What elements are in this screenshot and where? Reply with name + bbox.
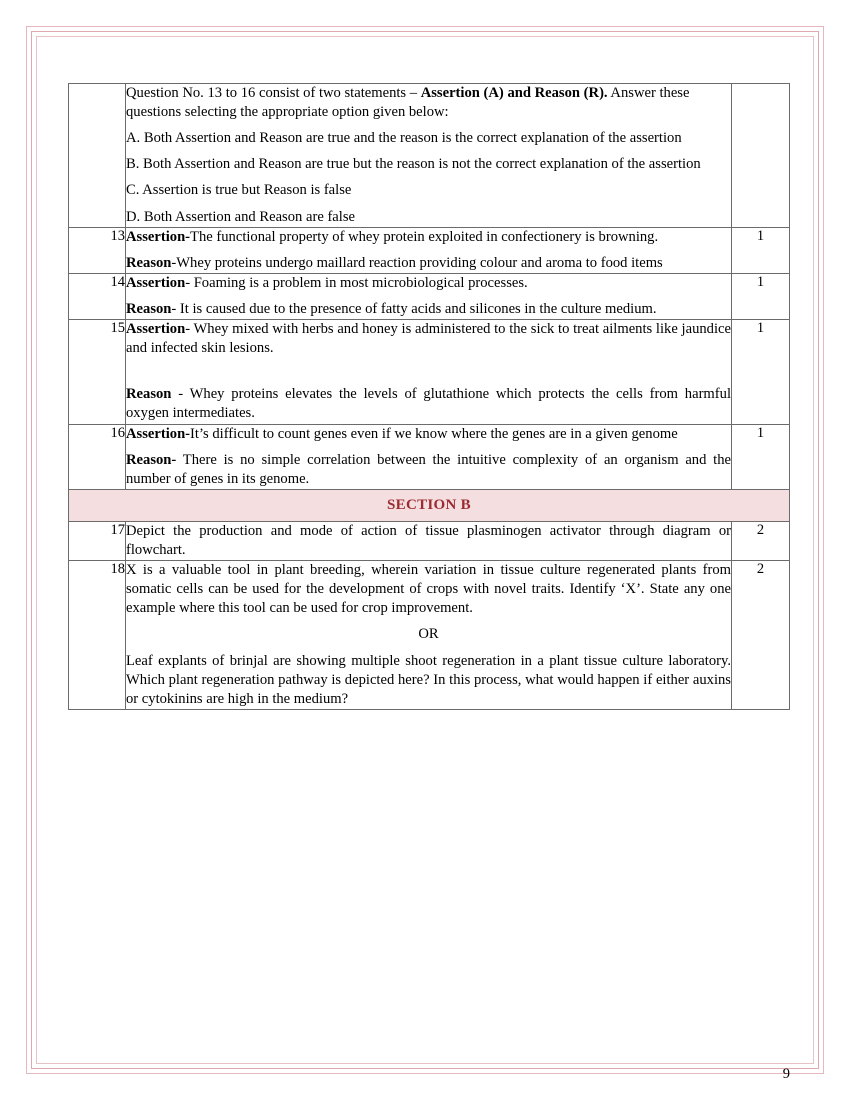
- instruction-row-number-cell: [69, 84, 126, 228]
- table-row: [69, 227, 790, 273]
- assertion-label: Assertion: [126, 321, 186, 338]
- question-marks: 2: [732, 561, 790, 710]
- instruction-option-a: A. Both Assertion and Reason are true and the reason is the correct explanation of the assertion: [126, 130, 682, 147]
- question-text-option-2: Leaf explants of brinjal are showing multiple shoot regeneration in a plant tissue culture laboratory. Which plant regeneration pathway is depicted here? In this process, what would happen if either auxins or cytokinins are high in the medium?: [126, 652, 731, 707]
- table-row: [69, 273, 790, 319]
- instruction-option-c: C. Assertion is true but Reason is false: [126, 182, 352, 199]
- assertion-text: - Whey mixed with herbs and honey is administered to the sick to treat ailments like jaundice and infected skin lesions.: [126, 321, 731, 357]
- table-row: [69, 424, 790, 489]
- assertion-statement: [126, 320, 731, 358]
- question-body: [126, 424, 732, 489]
- reason-text: - It is caused due to the presence of fatty acids and silicones in the culture medium.: [171, 300, 657, 317]
- question-marks: 2: [732, 521, 790, 560]
- instruction-intro: [126, 84, 731, 122]
- question-body: [126, 561, 732, 710]
- assertion-label: Assertion: [126, 274, 186, 291]
- blank-line-spacer: [126, 365, 731, 378]
- assertion-label: Assertion-: [126, 228, 191, 245]
- assertion-text: It’s difficult to count genes even if we know where the genes are in a given genome: [190, 425, 678, 442]
- instruction-block: [126, 84, 732, 228]
- question-number: 17: [69, 521, 126, 560]
- instruction-intro-part2: Answer these questions selecting the appropriate option given below:: [126, 85, 690, 121]
- table-row: [69, 84, 790, 228]
- question-number: 15: [69, 320, 126, 424]
- section-title: SECTION B: [387, 496, 471, 513]
- question-body: [126, 521, 732, 560]
- question-marks: 1: [732, 227, 790, 273]
- assertion-statement: [126, 425, 731, 444]
- reason-label: Reason: [126, 254, 172, 271]
- question-number: 14: [69, 273, 126, 319]
- assertion-text: - Foaming is a problem in most microbiological processes.: [185, 274, 528, 291]
- reason-label: Reason: [126, 300, 172, 317]
- reason-statement: [126, 385, 731, 423]
- section-banner-row: [69, 489, 790, 521]
- table-row: [69, 320, 790, 424]
- question-paper-table: [68, 83, 790, 710]
- table-row: [69, 521, 790, 560]
- instruction-intro-bold: Assertion (A) and Reason (R).: [420, 85, 608, 101]
- instruction-intro-part1: Question No. 13 to 16 consist of two statements –: [126, 85, 421, 101]
- assertion-statement: [126, 274, 731, 293]
- question-body: [126, 273, 732, 319]
- page-number: 9: [782, 1066, 790, 1082]
- assertion-label: Assertion-: [126, 425, 191, 442]
- instruction-option-b: B. Both Assertion and Reason are true but the reason is not the correct explanation of the assertion: [126, 156, 701, 173]
- question-text: Depict the production and mode of action of tissue plasminogen activator through diagram or flowchart.: [126, 522, 731, 558]
- reason-statement: [126, 300, 731, 319]
- reason-text: There is no simple correlation between the intuitive complexity of an organism and the number of genes in its genome.: [126, 451, 731, 487]
- assertion-text: The functional property of whey protein exploited in confectionery is browning.: [190, 228, 659, 245]
- instruction-row-marks-cell: [732, 84, 790, 228]
- instruction-option-d: D. Both Assertion and Reason are false: [126, 208, 355, 225]
- reason-text: - Whey proteins elevates the levels of glutathione which protects the cells from harmful oxygen intermediates.: [126, 386, 731, 422]
- question-body: [126, 320, 732, 424]
- reason-statement: [126, 451, 731, 489]
- question-marks: 1: [732, 424, 790, 489]
- section-banner-cell: [69, 489, 790, 521]
- reason-label: Reason-: [126, 451, 177, 468]
- table-row: [69, 561, 790, 710]
- question-body: [126, 227, 732, 273]
- question-marks: 1: [732, 273, 790, 319]
- question-text-option-1: X is a valuable tool in plant breeding, wherein variation in tissue culture regenerated plants from somatic cells can be used for the development of crops with novel traits. Identify ‘X’. State any one example where this tool can be used for crop improvement.: [126, 562, 731, 617]
- question-number: 16: [69, 424, 126, 489]
- reason-statement: [126, 254, 731, 273]
- question-marks: 1: [732, 320, 790, 424]
- assertion-statement: [126, 228, 731, 247]
- reason-text: -Whey proteins undergo maillard reaction providing colour and aroma to food items: [171, 254, 663, 271]
- question-number: 18: [69, 561, 126, 710]
- reason-label: Reason: [126, 386, 172, 403]
- or-divider: OR: [418, 626, 439, 643]
- question-number: 13: [69, 227, 126, 273]
